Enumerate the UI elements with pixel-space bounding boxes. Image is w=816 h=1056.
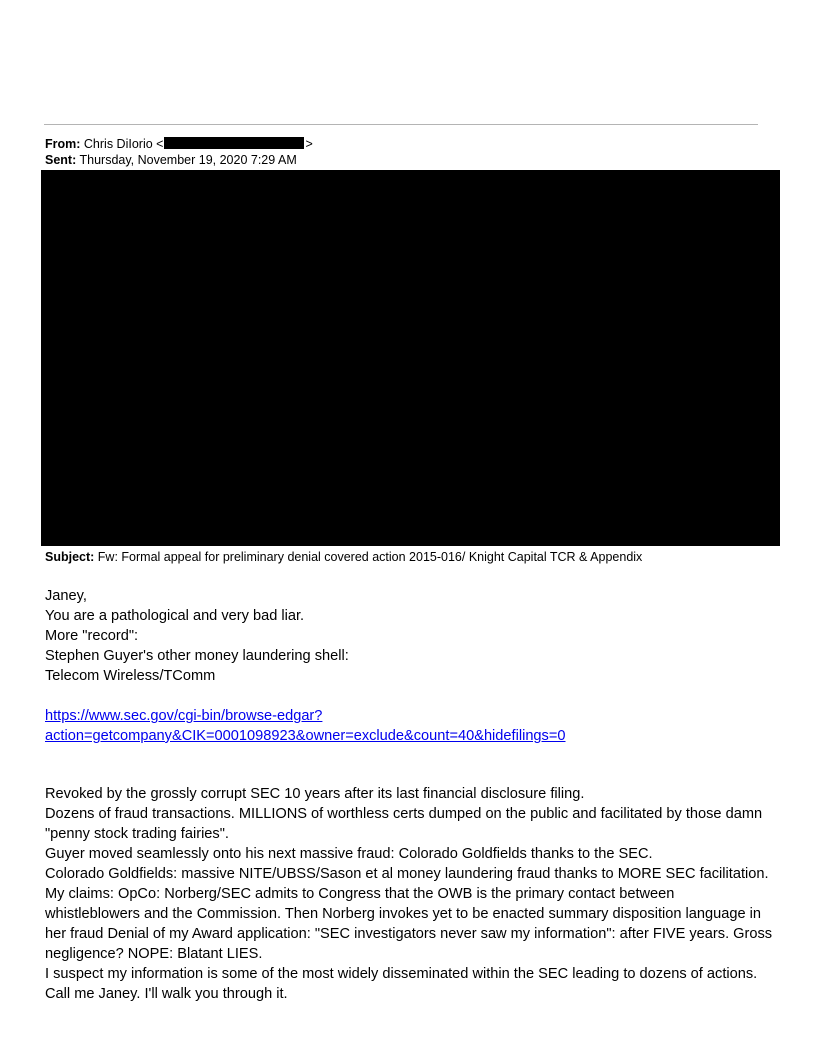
from-line — [45, 136, 313, 152]
body-line: Janey, — [45, 588, 87, 604]
from-label: From: — [45, 137, 81, 151]
email-body-paragraph — [45, 784, 775, 1004]
body-line: whistleblowers and the Commission. Then Norberg invokes yet to be enacted summary disposition language in — [45, 906, 762, 922]
subject-value: Fw: Formal appeal for preliminary denial covered action 2015-016/ Knight Capital TCR & Appendix — [97, 550, 643, 564]
redacted-email — [164, 137, 304, 149]
body-line: I suspect my information is some of the most widely disseminated within the SEC leading to dozens of actions. — [45, 966, 758, 982]
header-divider — [44, 124, 758, 125]
body-line: More "record": — [45, 628, 139, 644]
redacted-recipients-block — [41, 170, 780, 546]
body-line: Dozens of fraud transactions. MILLIONS of worthless certs dumped on the public and facilitated by those damn — [45, 806, 763, 822]
subject-line — [45, 549, 642, 565]
body-line: Call me Janey. I'll walk you through it. — [45, 986, 288, 1002]
body-line: Guyer moved seamlessly onto his next massive fraud: Colorado Goldfields thanks to the SEC. — [45, 846, 653, 862]
body-line: negligence? NOPE: Blatant LIES. — [45, 946, 263, 962]
from-name: Chris DiIorio < — [83, 137, 164, 151]
sent-label: Sent: — [45, 153, 77, 167]
body-line: Revoked by the grossly corrupt SEC 10 years after its last financial disclosure filing. — [45, 786, 585, 802]
subject-label: Subject: — [45, 550, 95, 564]
body-line: You are a pathological and very bad liar. — [45, 608, 305, 624]
from-close: > — [305, 137, 313, 151]
sent-line — [45, 152, 297, 168]
sent-value: Thursday, November 19, 2020 7:29 AM — [79, 153, 297, 167]
body-line: Colorado Goldfields: massive NITE/UBSS/Sason et al money laundering fraud thanks to MORE SEC facilitation. — [45, 866, 769, 882]
body-line: Telecom Wireless/TComm — [45, 668, 216, 684]
body-line: her fraud Denial of my Award application: "SEC investigators never saw my information": after FIVE years. Gross — [45, 926, 773, 942]
body-line: "penny stock trading fairies". — [45, 826, 229, 842]
sec-edgar-link-line2[interactable]: action=getcompany&CIK=0001098923&owner=exclude&count=40&hidefilings=0 — [45, 728, 566, 744]
sec-edgar-link-cont[interactable] — [45, 726, 775, 746]
email-body-intro — [45, 586, 775, 746]
sec-edgar-link-line1[interactable]: https://www.sec.gov/cgi-bin/browse-edgar? — [45, 708, 323, 724]
body-line: Stephen Guyer's other money laundering shell: — [45, 648, 349, 664]
body-line: My claims: OpCo: Norberg/SEC admits to Congress that the OWB is the primary contact between — [45, 886, 675, 902]
sec-edgar-link[interactable] — [45, 706, 775, 726]
